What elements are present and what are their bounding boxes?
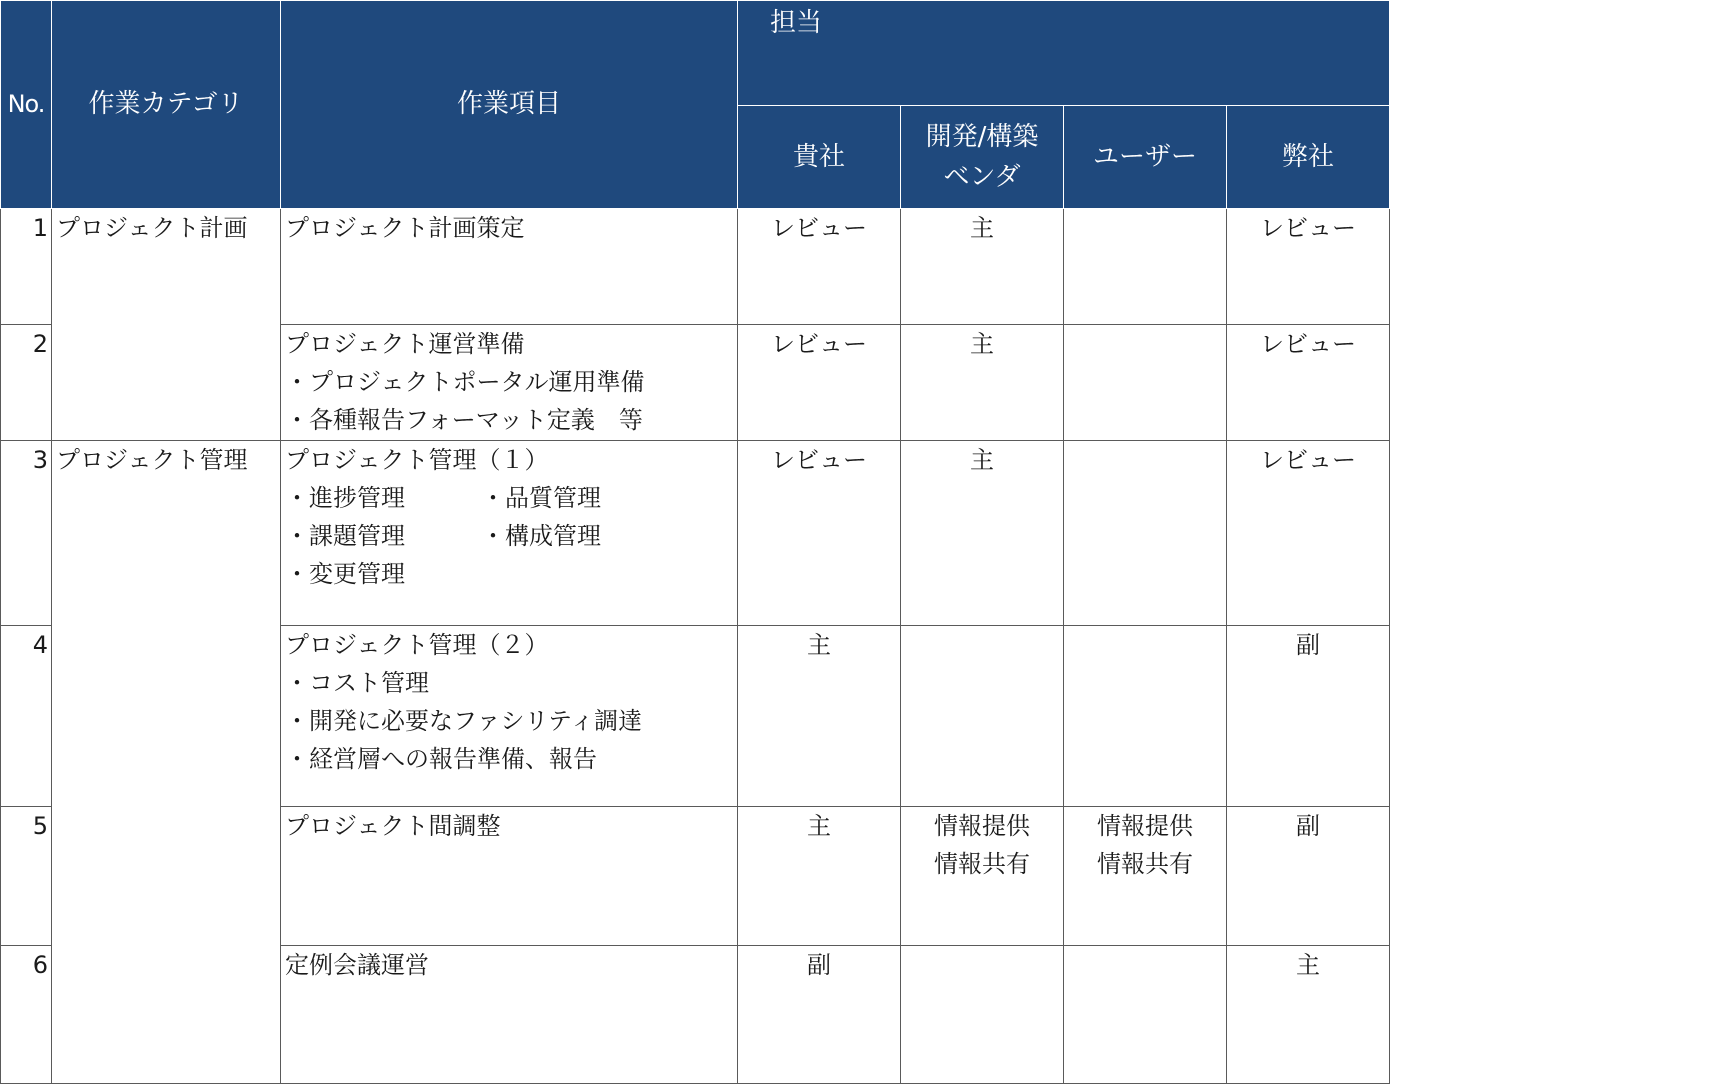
cell-resp-2[interactable] bbox=[1064, 946, 1227, 1084]
cell-resp-1[interactable] bbox=[901, 807, 1064, 946]
item-title: プロジェクト計画策定 bbox=[285, 214, 525, 242]
header-role-label: ユーザー bbox=[1092, 141, 1197, 172]
resp-value: 副 bbox=[1296, 631, 1320, 659]
table-body bbox=[1, 209, 1390, 1084]
resp-value: 情報提供 bbox=[934, 812, 1030, 840]
cell-category[interactable]: プロジェクト計画 bbox=[52, 209, 281, 441]
cell-resp-0[interactable] bbox=[738, 325, 901, 441]
resp-value: 情報共有 bbox=[1097, 850, 1193, 878]
table-row bbox=[1, 441, 1390, 626]
item-subline: ・開発に必要なファシリティ調達 bbox=[285, 707, 643, 735]
resp-value: レビュー bbox=[1260, 330, 1356, 358]
resp-value: レビュー bbox=[1260, 214, 1356, 242]
cell-item[interactable] bbox=[281, 807, 738, 946]
resp-value: レビュー bbox=[771, 214, 867, 242]
cell-resp-1[interactable] bbox=[901, 946, 1064, 1084]
resp-value: 情報提供 bbox=[1097, 812, 1193, 840]
item-subline-pair bbox=[285, 479, 737, 517]
cell-no[interactable]: 1 bbox=[1, 209, 52, 325]
item-subline: ・構成管理 bbox=[481, 522, 601, 550]
header-item[interactable]: 作業項目 bbox=[281, 1, 738, 209]
cell-resp-3[interactable] bbox=[1227, 946, 1390, 1084]
resp-value: 副 bbox=[1296, 812, 1320, 840]
item-subline: ・コスト管理 bbox=[285, 669, 429, 697]
resp-value: 主 bbox=[970, 330, 994, 358]
item-subline: ・プロジェクトポータル運用準備 bbox=[285, 368, 645, 396]
cell-resp-3[interactable] bbox=[1227, 325, 1390, 441]
resp-value: レビュー bbox=[771, 330, 867, 358]
cell-no[interactable]: 4 bbox=[1, 626, 52, 807]
item-subline-pair bbox=[285, 517, 737, 555]
cell-resp-3[interactable] bbox=[1227, 209, 1390, 325]
item-title: プロジェクト間調整 bbox=[285, 812, 501, 840]
cell-resp-2[interactable] bbox=[1064, 807, 1227, 946]
item-title: プロジェクト管理（１） bbox=[285, 446, 549, 474]
header-role-label: 開発/構築 bbox=[925, 121, 1039, 152]
item-title: プロジェクト管理（２） bbox=[285, 631, 549, 659]
header-role-0[interactable] bbox=[738, 106, 901, 209]
resp-value: 主 bbox=[1296, 951, 1320, 979]
resp-value: 主 bbox=[970, 446, 994, 474]
header-role-1[interactable] bbox=[901, 106, 1064, 209]
cell-no[interactable]: 3 bbox=[1, 441, 52, 626]
resp-value: 副 bbox=[807, 951, 831, 979]
cell-item[interactable] bbox=[281, 209, 738, 325]
cell-item[interactable] bbox=[281, 325, 738, 441]
cell-resp-0[interactable] bbox=[738, 209, 901, 325]
item-subline: ・経営層への報告準備、報告 bbox=[285, 745, 597, 773]
header-category[interactable]: 作業カテゴリ bbox=[52, 1, 281, 209]
header-tanto[interactable]: 担当 bbox=[738, 1, 1390, 106]
cell-item[interactable] bbox=[281, 441, 738, 626]
header-role-label: 弊社 bbox=[1282, 141, 1335, 172]
cell-no[interactable]: 2 bbox=[1, 325, 52, 441]
resp-value: 主 bbox=[807, 812, 831, 840]
header-no[interactable]: No. bbox=[1, 1, 52, 209]
cell-resp-3[interactable] bbox=[1227, 441, 1390, 626]
item-subline: ・変更管理 bbox=[285, 560, 405, 588]
item-title: プロジェクト運営準備 bbox=[285, 330, 525, 358]
resp-value: 主 bbox=[970, 214, 994, 242]
header-role-label: 貴社 bbox=[792, 141, 845, 172]
cell-resp-1[interactable] bbox=[901, 626, 1064, 807]
resp-value: レビュー bbox=[771, 446, 867, 474]
cell-resp-1[interactable] bbox=[901, 441, 1064, 626]
cell-resp-3[interactable] bbox=[1227, 626, 1390, 807]
cell-category[interactable]: プロジェクト管理 bbox=[52, 441, 281, 1084]
table-header bbox=[1, 1, 1390, 209]
cell-resp-2[interactable] bbox=[1064, 325, 1227, 441]
cell-resp-0[interactable] bbox=[738, 807, 901, 946]
header-role-label: ベンダ bbox=[943, 162, 1021, 192]
header-role-2[interactable] bbox=[1064, 106, 1227, 209]
cell-resp-1[interactable] bbox=[901, 209, 1064, 325]
item-subline: ・進捗管理 bbox=[285, 484, 405, 512]
cell-item[interactable] bbox=[281, 946, 738, 1084]
item-subline: ・課題管理 bbox=[285, 522, 405, 550]
cell-resp-2[interactable] bbox=[1064, 626, 1227, 807]
cell-resp-1[interactable] bbox=[901, 325, 1064, 441]
cell-resp-3[interactable] bbox=[1227, 807, 1390, 946]
cell-no[interactable]: 6 bbox=[1, 946, 52, 1084]
cell-resp-0[interactable] bbox=[738, 946, 901, 1084]
cell-resp-0[interactable] bbox=[738, 626, 901, 807]
cell-resp-2[interactable] bbox=[1064, 209, 1227, 325]
cell-item[interactable] bbox=[281, 626, 738, 807]
item-title: 定例会議運営 bbox=[285, 951, 429, 979]
resp-value: レビュー bbox=[1260, 446, 1356, 474]
item-subline: ・各種報告フォーマット定義 等 bbox=[285, 406, 643, 434]
item-subline: ・品質管理 bbox=[481, 484, 601, 512]
header-role-3[interactable] bbox=[1227, 106, 1390, 209]
table-row bbox=[1, 209, 1390, 325]
item-subline-pair bbox=[285, 555, 737, 593]
cell-no[interactable]: 5 bbox=[1, 807, 52, 946]
cell-resp-0[interactable] bbox=[738, 441, 901, 626]
resp-value: 情報共有 bbox=[934, 850, 1030, 878]
cell-resp-2[interactable] bbox=[1064, 441, 1227, 626]
resp-value: 主 bbox=[807, 631, 831, 659]
